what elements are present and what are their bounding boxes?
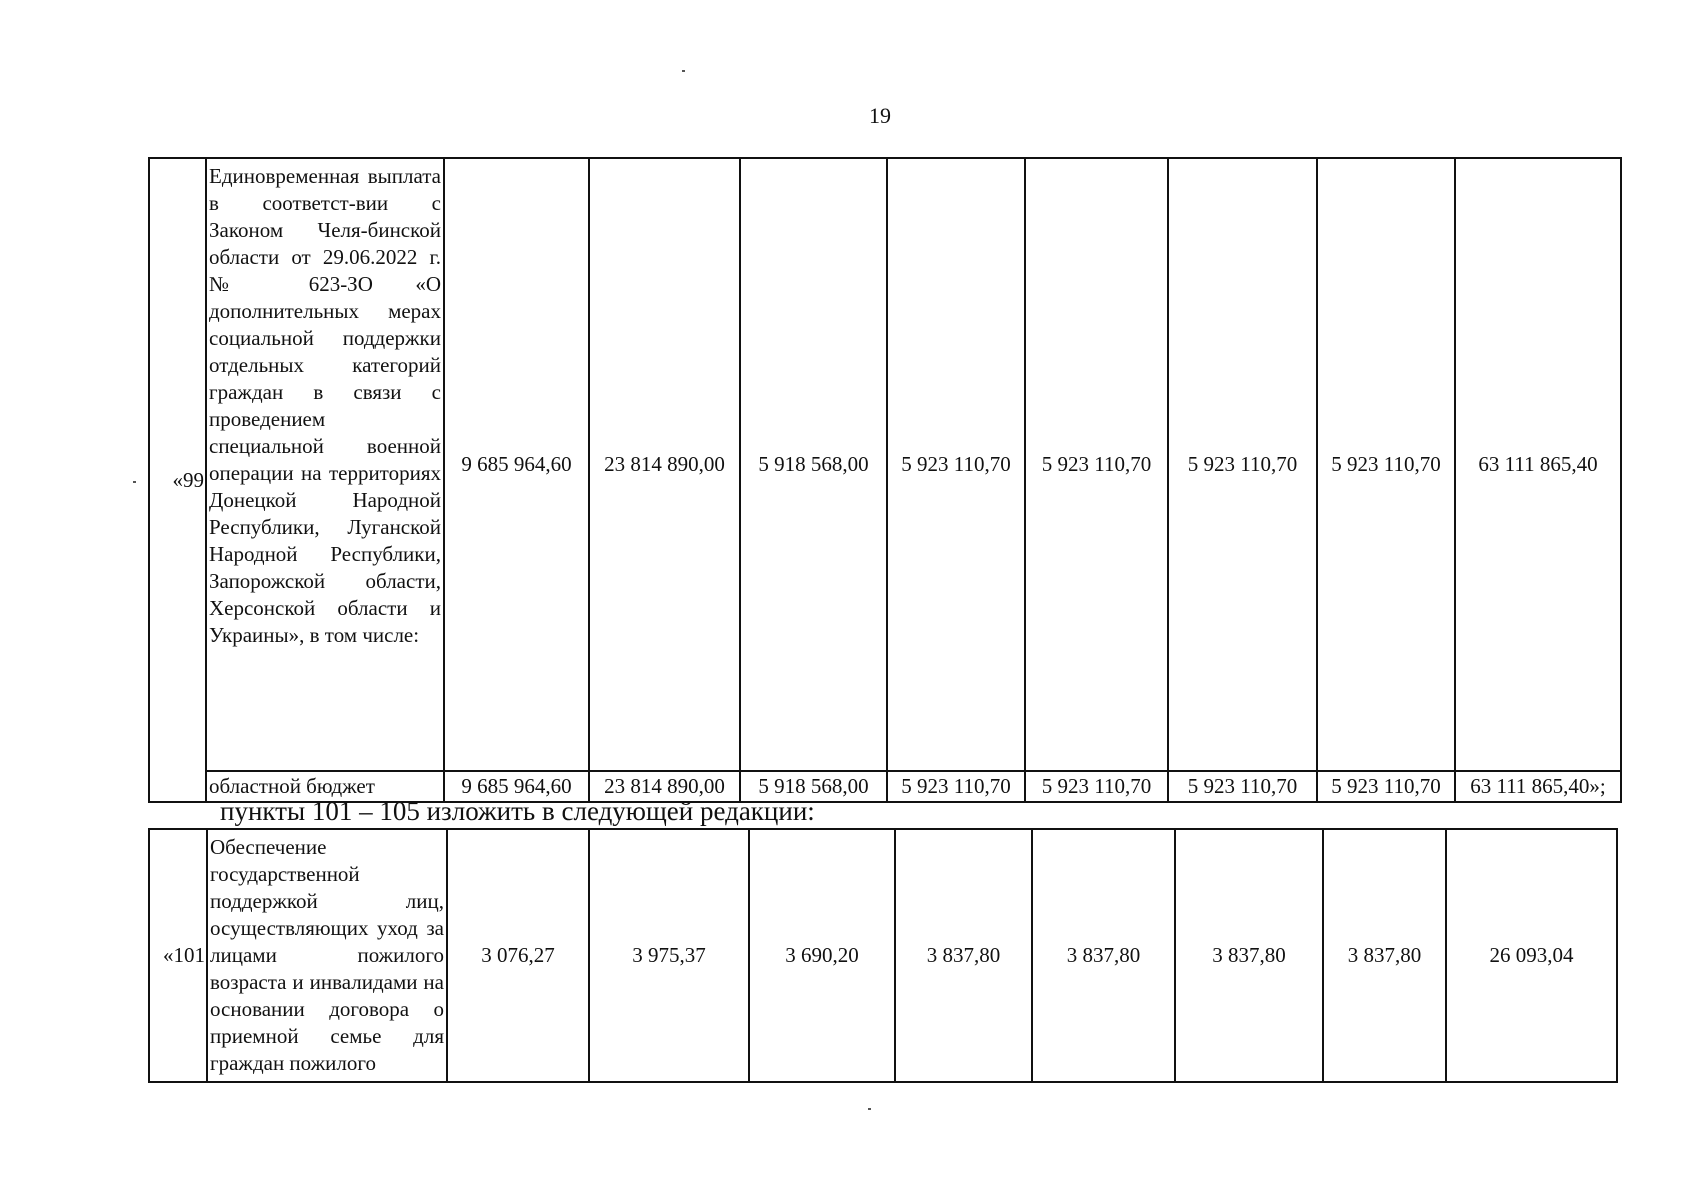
scan-speck (868, 1108, 871, 1110)
value-cell: 5 923 110,70 (1025, 771, 1168, 802)
table-row-101 (149, 829, 1617, 1082)
value-cell: 5 918 568,00 (740, 158, 887, 771)
total-cell: 63 111 865,40 (1455, 158, 1621, 771)
budget-table-top (148, 157, 1622, 803)
row-description-101: Обеспечение государственной поддержкой лиц, осуществляющих уход за лицами пожилого возраста и инвалидами на основании договора о приемной семье для граждан пожилого (207, 829, 447, 1082)
value-cell: 5 923 110,70 (1317, 158, 1455, 771)
value-cell: 5 923 110,70 (1025, 158, 1168, 771)
page-number: 19 (869, 103, 891, 128)
value-cell: 3 076,27 (447, 829, 589, 1082)
scan-speck (682, 70, 685, 72)
value-cell: 9 685 964,60 (444, 158, 589, 771)
budget-table-bottom (148, 828, 1618, 1083)
value-cell: 3 837,80 (1323, 829, 1446, 1082)
row-index-99: «99 (149, 158, 206, 802)
value-cell: 3 690,20 (749, 829, 895, 1082)
value-cell: 3 837,80 (1032, 829, 1175, 1082)
value-cell: 23 814 890,00 (589, 771, 740, 802)
instruction-text: пункты 101 – 105 изложить в следующей редакции: (220, 796, 815, 826)
value-cell: 9 685 964,60 (444, 771, 589, 802)
value-cell: 5 923 110,70 (1317, 771, 1455, 802)
value-cell: 5 923 110,70 (1168, 771, 1317, 802)
total-cell: 63 111 865,40»; (1455, 771, 1621, 802)
value-cell: 3 975,37 (589, 829, 749, 1082)
value-cell: 5 918 568,00 (740, 771, 887, 802)
row-description-99: Единовременная выплата в соответст-вии с Законом Челя-бинской области от 29.06.2022 г. № 623-ЗО «О дополнительных мерах социальной поддержки отдельных категорий граждан в связи с проведением специальной военной операции на территориях Донецкой Народной Республики, Луганской Народной Республики, Запорожской области, Херсонской области и Украины», в том числе: (206, 158, 444, 771)
value-cell: 5 923 110,70 (887, 158, 1025, 771)
sub-row-label: областной бюджет (206, 771, 444, 802)
value-cell: 23 814 890,00 (589, 158, 740, 771)
value-cell: 3 837,80 (1175, 829, 1323, 1082)
total-cell: 26 093,04 (1446, 829, 1617, 1082)
table-row-99 (149, 158, 1621, 771)
value-cell: 3 837,80 (895, 829, 1032, 1082)
value-cell: 5 923 110,70 (887, 771, 1025, 802)
row-index-101: «101 (149, 829, 207, 1082)
scan-speck (133, 481, 136, 483)
value-cell: 5 923 110,70 (1168, 158, 1317, 771)
